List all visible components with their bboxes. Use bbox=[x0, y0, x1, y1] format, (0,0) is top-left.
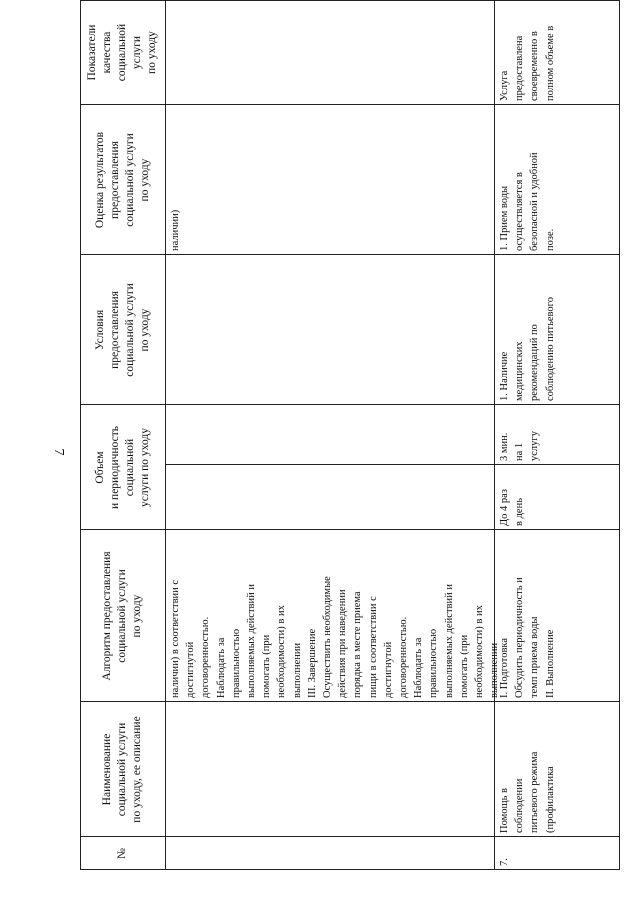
row7-periodicity-cell bbox=[495, 465, 620, 530]
header-conditions: Условия предоставления социальной услуги по уходу bbox=[93, 283, 151, 377]
row7-duration-cell bbox=[495, 405, 620, 465]
header-name: Наименование социальной услуги по уходу, ее описание bbox=[101, 716, 143, 823]
algorithm-text-line: пищи в соответствии с bbox=[367, 596, 379, 698]
evaluation-text-line: осуществляется в bbox=[514, 172, 526, 251]
row7-evaluation-cell bbox=[495, 105, 620, 255]
name-text-line: (профилактика bbox=[544, 766, 556, 833]
algorithm-text-line: правильностью bbox=[230, 628, 242, 698]
algorithm-text-line: Наблюдать за bbox=[215, 637, 227, 698]
quality-text-line: предоставлена bbox=[514, 35, 526, 101]
name-text-line: соблюдении bbox=[514, 778, 526, 833]
duration-text-line: услугу bbox=[529, 431, 541, 461]
algorithm-text-line: Наблюдать за bbox=[413, 637, 425, 698]
algorithm-text-line: необходимости) в их bbox=[474, 605, 486, 698]
algorithm-text-line: наличии) в соответствии с bbox=[170, 579, 181, 698]
header-algorithm: Алгоритм предоставления социальной услуги по уходу bbox=[101, 551, 143, 681]
header-volume: Объем и периодичность социальной услуги по уходу bbox=[93, 426, 151, 509]
algorithm-text-line: помогать (при bbox=[458, 634, 470, 698]
page-number: 7 bbox=[51, 448, 66, 456]
name-text-line: питьевого режима bbox=[529, 751, 541, 833]
name-text-line: Помощь в bbox=[499, 788, 510, 833]
header-quality: Показатели качества социальной услуги по уходу bbox=[86, 23, 158, 82]
cont-evaluation-cell bbox=[166, 105, 494, 255]
cont-algorithm-cell bbox=[166, 530, 501, 702]
row7-num-cell: 7. bbox=[499, 858, 510, 866]
row7-quality-cell bbox=[495, 0, 620, 105]
algorithm-text-line: договоренностью. bbox=[398, 616, 410, 698]
algorithm-text-line: правильностью bbox=[428, 628, 440, 698]
conditions-text-line: медицинских bbox=[514, 341, 526, 401]
algorithm-text-line: темп приема воды bbox=[529, 616, 541, 698]
periodicity-text-line: До 4 раз bbox=[499, 489, 510, 526]
algorithm-text-line: выполняемых действий и bbox=[246, 584, 258, 698]
algorithm-text-line: действия при наведении bbox=[337, 589, 349, 698]
evaluation-text-line: позе. bbox=[544, 228, 556, 251]
algorithm-text-line: выполнении bbox=[291, 642, 303, 698]
quality-text-line: Услуга bbox=[499, 70, 510, 101]
algorithm-text-line: договоренностью. bbox=[200, 616, 212, 698]
algorithm-text-line: III. Завершение bbox=[306, 628, 318, 698]
header-evaluation: Оценка результатов предоставления социальной услуги по уходу bbox=[93, 131, 151, 229]
algorithm-text-line: Обсудить периодичность и bbox=[514, 577, 526, 698]
header-num: № bbox=[116, 848, 128, 859]
algorithm-text-line: выполнении bbox=[489, 642, 501, 698]
quality-text-line: полном объеме в bbox=[544, 25, 556, 101]
services-table bbox=[80, 0, 620, 870]
periodicity-text-line: в день bbox=[514, 498, 526, 526]
algorithm-text-line: помогать (при bbox=[261, 634, 273, 698]
conditions-text-line: 1. Наличие bbox=[499, 351, 510, 401]
duration-text-line: 3 мин. bbox=[499, 432, 510, 461]
row7-name-cell bbox=[495, 702, 620, 837]
algorithm-text-line: выполняемых действий и bbox=[443, 584, 455, 698]
conditions-text-line: рекомендаций по bbox=[529, 324, 541, 401]
algorithm-text-line: II. Выполнение bbox=[544, 629, 556, 698]
evaluation-text-line: наличии) bbox=[170, 209, 181, 251]
rotated-table-viewport bbox=[80, 0, 620, 870]
evaluation-text-line: безопасной и удобной bbox=[529, 152, 541, 251]
algorithm-text-line: необходимости) в их bbox=[276, 605, 288, 698]
algorithm-text-line: I. Подготовка bbox=[499, 637, 510, 698]
row7-algorithm-cell bbox=[495, 530, 620, 702]
evaluation-text-line: 1. Прием воды bbox=[499, 185, 510, 251]
algorithm-text-line: достигнутой bbox=[382, 641, 394, 698]
duration-text-line: на 1 bbox=[514, 442, 526, 461]
row7-conditions-cell bbox=[495, 255, 620, 405]
conditions-text-line: соблюдению питьевого bbox=[544, 297, 556, 401]
algorithm-text-line: достигнутой bbox=[185, 641, 197, 698]
algorithm-text-line: Осуществить необходимые bbox=[322, 576, 334, 698]
algorithm-text-line: порядка в месте приема bbox=[352, 591, 364, 698]
quality-text-line: своевременно в bbox=[529, 31, 541, 101]
